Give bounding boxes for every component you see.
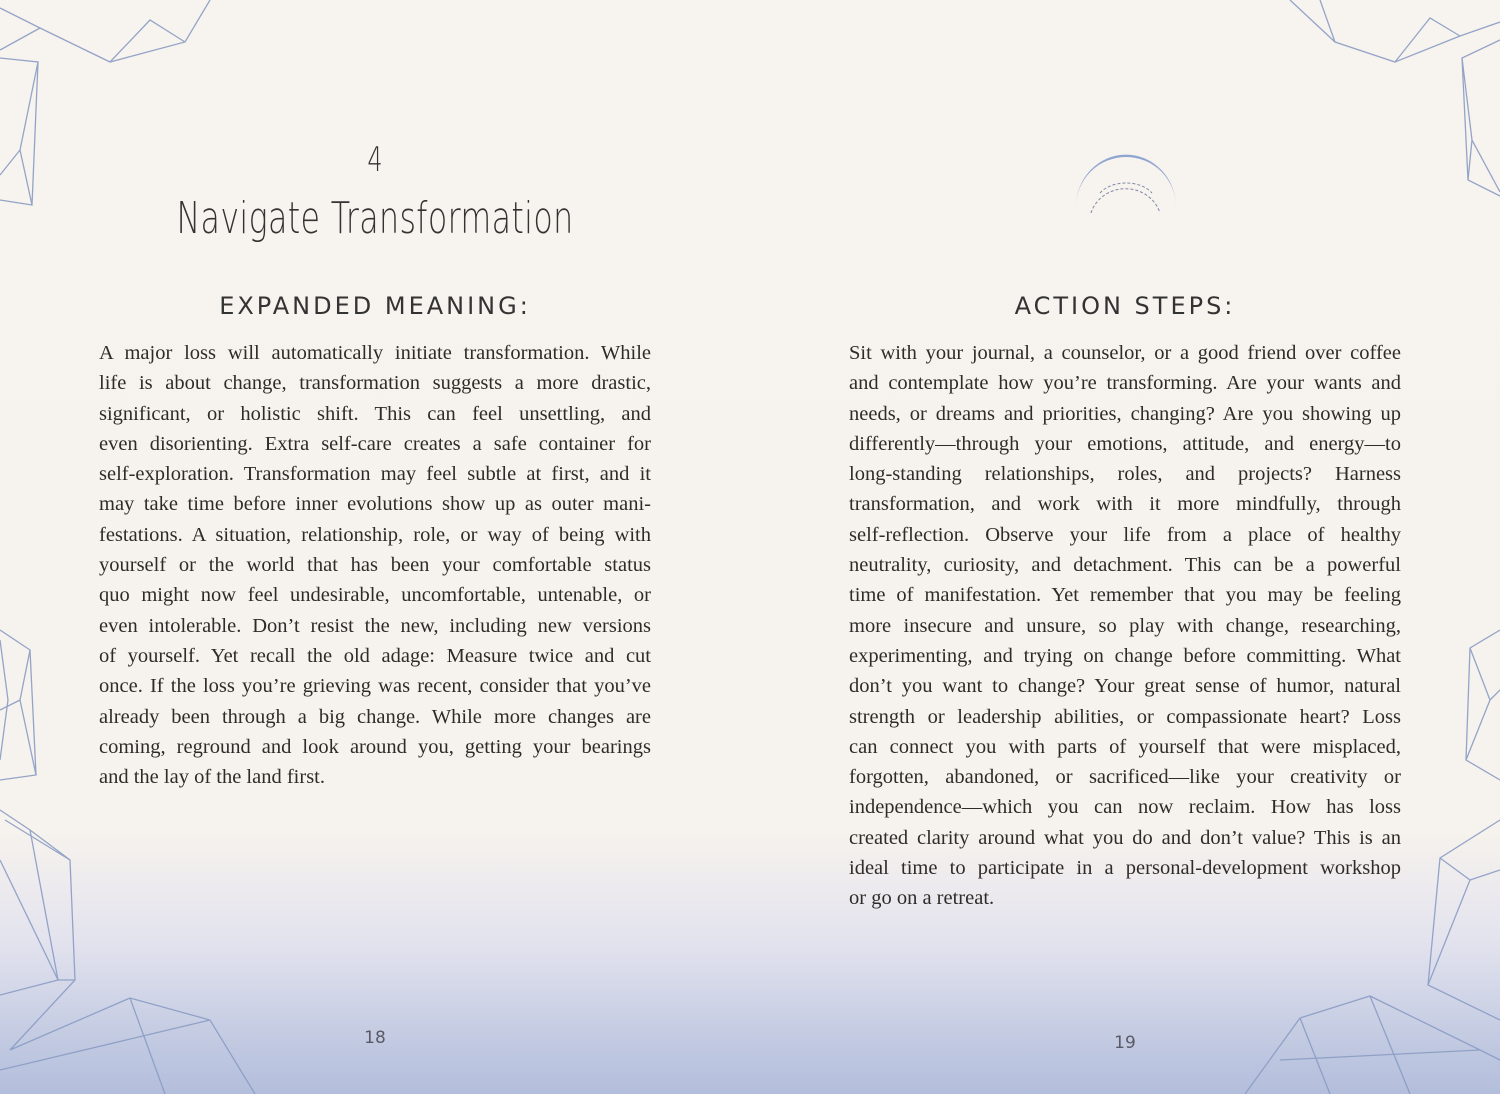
text-line: transformation, and work with it more mindfully, through: [849, 493, 1401, 516]
text-line: experimenting, and trying on change before committing. What: [849, 644, 1401, 667]
text-line: needs, or dreams and priorities, changing? Are you showing up: [849, 402, 1401, 425]
text-line: and contemplate how you’re transforming. Are your wants and: [849, 372, 1401, 395]
right-page: [750, 0, 1500, 1094]
text-line: differently—through your emotions, attitude, and energy—to: [849, 432, 1401, 455]
text-line: independence—which you can now reclaim. How has loss: [849, 796, 1401, 819]
text-line: ideal time to participate in a personal-development workshop: [849, 857, 1401, 880]
page-number: 19: [1114, 1033, 1136, 1053]
page-number: 18: [364, 1028, 386, 1048]
text-line: can connect you with parts of yourself that were misplaced,: [849, 735, 1401, 758]
text-line: neutrality, curiosity, and detachment. This can be a powerful: [849, 554, 1401, 577]
text-line: of yourself. Yet recall the old adage: Measure twice and cut: [99, 644, 651, 667]
text-line: time of manifestation. Yet remember that you may be feeling: [849, 584, 1401, 607]
text-line: even intolerable. Don’t resist the new, including new versions: [99, 614, 651, 637]
text-line: strength or leadership abilities, or compassionate heart? Loss: [849, 705, 1401, 728]
text-line: Sit with your journal, a counselor, or a good friend over coffee: [849, 342, 1401, 364]
text-line: coming, reground and look around you, getting your bearings: [99, 735, 651, 758]
chapter-number: 4: [367, 140, 383, 180]
text-line: yourself or the world that has been your comfortable status: [99, 554, 651, 577]
text-line: life is about change, transformation suggests a more drastic,: [99, 372, 651, 395]
text-line: or go on a retreat.: [849, 887, 995, 910]
section-heading-expanded-meaning: EXPANDED MEANING:: [219, 292, 531, 320]
text-line: festations. A situation, relationship, role, or way of being with: [99, 523, 651, 546]
text-line: even disorienting. Extra self-care creates a safe container for: [99, 432, 651, 455]
text-line: may take time before inner evolutions show up as outer mani-: [99, 493, 651, 516]
crescent-moon-icon: [1074, 143, 1178, 219]
text-line: self-reflection. Observe your life from a place of healthy: [849, 523, 1401, 546]
text-line: created clarity around what you do and don’t value? This is an: [849, 826, 1401, 849]
chapter-title: Navigate Transformation: [176, 193, 574, 244]
text-line: more insecure and unsure, so play with change, researching,: [849, 614, 1401, 637]
text-line: A major loss will automatically initiate transformation. While: [99, 342, 651, 364]
expanded-meaning-text: [99, 338, 651, 792]
text-line: forgotten, abandoned, or sacrificed—like your creativity or: [849, 766, 1401, 789]
text-line: quo might now feel undesirable, uncomfortable, untenable, or: [99, 584, 651, 607]
section-heading-action-steps: ACTION STEPS:: [1014, 292, 1236, 320]
text-line: once. If the loss you’re grieving was recent, consider that you’ve: [99, 675, 651, 698]
text-line: don’t you want to change? Your great sense of humor, natural: [849, 675, 1401, 698]
action-steps-text: [849, 338, 1401, 914]
text-line: and the lay of the land first.: [99, 766, 326, 789]
text-line: long-standing relationships, roles, and projects? Harness: [849, 463, 1401, 486]
text-line: already been through a big change. While more changes are: [99, 705, 651, 728]
text-line: significant, or holistic shift. This can feel unsettling, and: [99, 402, 651, 425]
text-line: self-exploration. Transformation may feel subtle at first, and it: [99, 463, 651, 486]
